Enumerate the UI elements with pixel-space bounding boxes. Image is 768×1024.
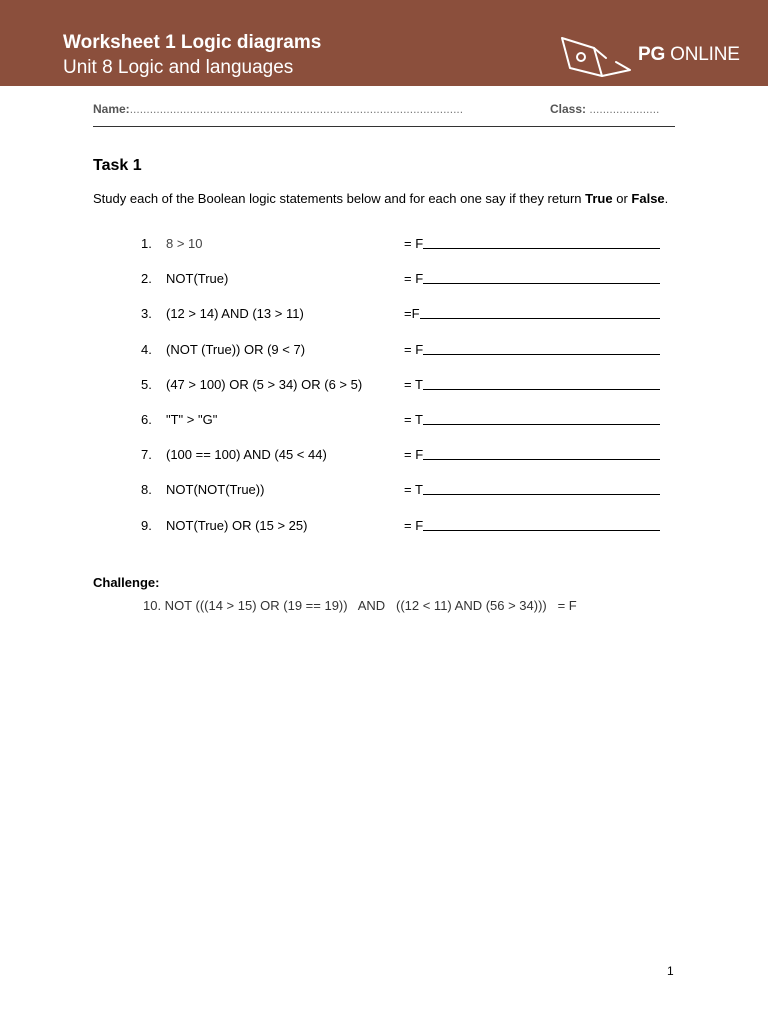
pg-online-logo: PG ONLINE <box>638 44 740 65</box>
question-row <box>0 518 768 536</box>
answer-value: = T <box>404 377 423 392</box>
task-instructions: Study each of the Boolean logic statements below and for each one say if they return True or False. <box>93 191 669 206</box>
question-number: 9. <box>141 518 152 533</box>
answer-value: = F <box>404 518 424 533</box>
question-expression: NOT(NOT(True)) <box>166 482 265 497</box>
task-heading: Task 1 <box>93 157 142 174</box>
question-number: 6. <box>141 412 152 427</box>
question-number: 4. <box>141 342 152 357</box>
question-number: 8. <box>141 482 152 497</box>
question-expression: (12 > 14) AND (13 > 11) <box>166 306 304 321</box>
name-field[interactable]: .................................................................................................... <box>129 102 464 116</box>
question-row <box>0 306 768 324</box>
question-expression: (47 > 100) OR (5 > 34) OR (6 > 5) <box>166 377 363 392</box>
answer-value: = F <box>404 271 424 286</box>
challenge-question: 10. NOT (((14 > 15) OR (19 == 19)) AND ((12 < 11) AND (56 > 34))) = F <box>143 598 577 613</box>
question-row <box>0 412 768 430</box>
question-expression: NOT(True) OR (15 > 25) <box>166 518 308 533</box>
answer-value: = F <box>404 342 424 357</box>
question-number: 5. <box>141 377 152 392</box>
answer-field[interactable] <box>404 306 660 321</box>
question-row <box>0 342 768 360</box>
worksheet-title: Worksheet 1 Logic diagrams <box>63 32 322 53</box>
name-class-row <box>93 102 683 116</box>
answer-value: =F <box>404 306 420 321</box>
answer-line <box>423 482 660 495</box>
question-row <box>0 271 768 289</box>
answer-field[interactable] <box>404 518 660 533</box>
question-expression: 8 > 10 <box>166 236 203 251</box>
question-row <box>0 447 768 465</box>
answer-value: = F <box>404 236 424 251</box>
answer-line <box>423 236 660 249</box>
question-number: 3. <box>141 306 152 321</box>
name-divider <box>93 126 675 127</box>
question-number: 7. <box>141 447 152 462</box>
answer-line <box>423 342 660 355</box>
answer-field[interactable] <box>404 236 660 251</box>
question-row <box>0 482 768 500</box>
answer-line <box>423 447 660 460</box>
laptop-icon <box>556 34 632 78</box>
answer-field[interactable] <box>404 377 660 392</box>
answer-value: = T <box>404 482 423 497</box>
answer-value: = F <box>404 447 424 462</box>
question-row <box>0 236 768 254</box>
question-expression: NOT(True) <box>166 271 229 286</box>
class-field[interactable]: ..................... <box>589 102 660 116</box>
answer-field[interactable] <box>404 482 660 497</box>
class-label: Class: <box>550 102 587 116</box>
question-number: 1. <box>141 236 152 251</box>
question-number: 2. <box>141 271 152 286</box>
answer-line <box>420 306 660 319</box>
answer-field[interactable] <box>404 342 660 357</box>
page-number: 1 <box>667 964 674 978</box>
name-label: Name: <box>93 102 130 116</box>
question-expression: (NOT (True)) OR (9 < 7) <box>166 342 306 357</box>
answer-line <box>423 377 660 390</box>
answer-line <box>423 518 660 531</box>
question-row <box>0 377 768 395</box>
answer-value: = T <box>404 412 423 427</box>
answer-line <box>423 412 660 425</box>
unit-subtitle: Unit 8 Logic and languages <box>63 57 294 78</box>
answer-field[interactable] <box>404 412 660 427</box>
question-expression: "T" > "G" <box>166 412 218 427</box>
answer-field[interactable] <box>404 271 660 286</box>
header-band <box>0 0 768 86</box>
challenge-label: Challenge: <box>93 575 160 590</box>
answer-field[interactable] <box>404 447 660 462</box>
question-expression: (100 == 100) AND (45 < 44) <box>166 447 327 462</box>
answer-line <box>423 271 660 284</box>
